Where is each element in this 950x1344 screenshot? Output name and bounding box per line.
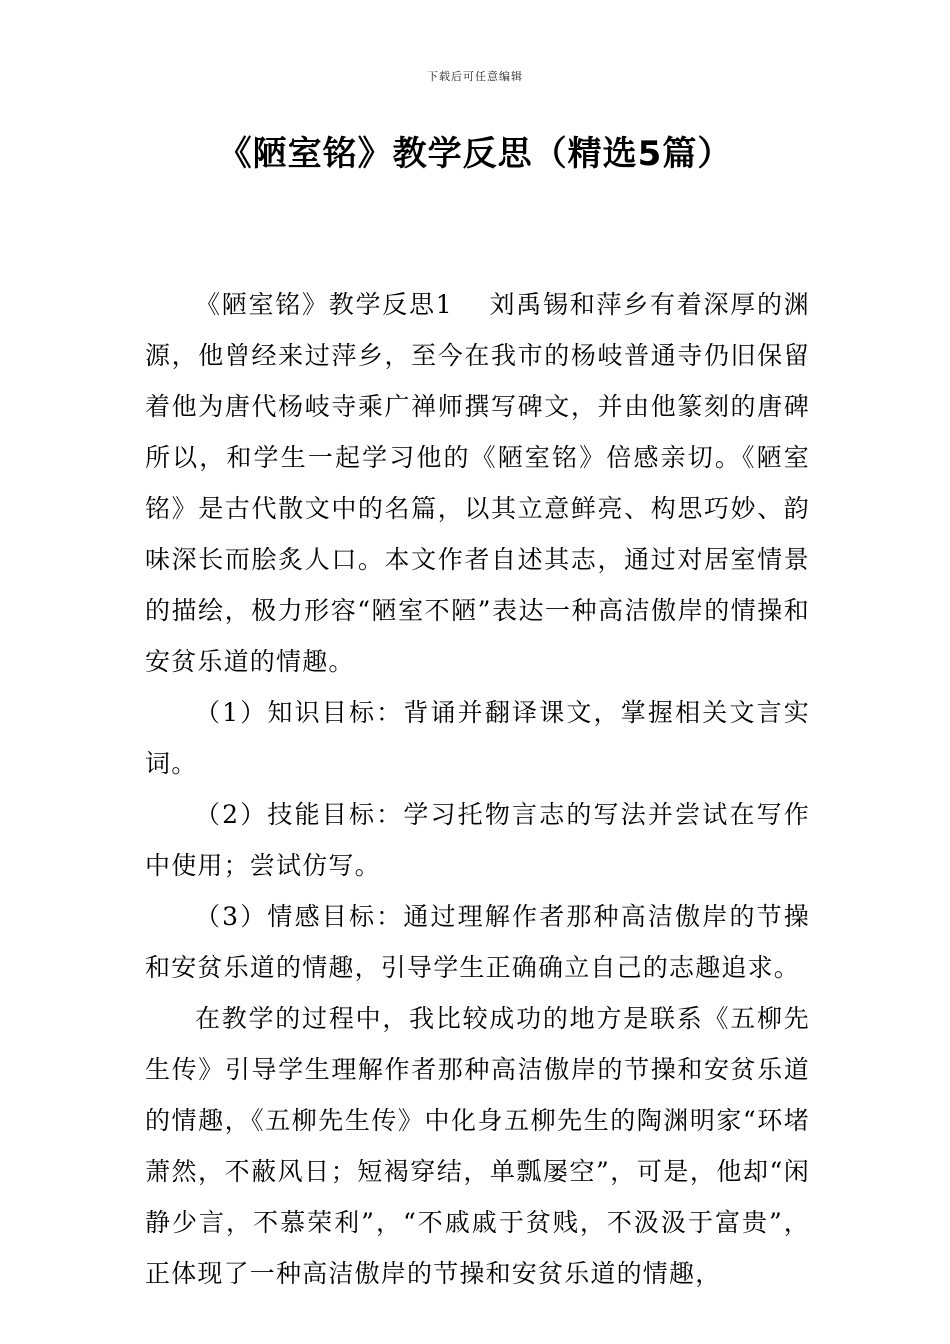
document-body bbox=[145, 279, 810, 1299]
paragraph-4: （3）情感目标：通过理解作者那种高洁傲岸的节操和安贫乐道的情趣，引导学生正确确立自己的志趣追求。 bbox=[145, 902, 810, 982]
paragraph-1 bbox=[145, 279, 810, 687]
paragraph-5: 在教学的过程中，我比较成功的地方是联系《五柳先生传》引导学生理解作者那种高洁傲岸的节操和安贫乐道的情趣，《五柳先生传》中化身五柳先生的陶渊明家“环堵萧然，不蔽风日；短褐穿结，单瓢屡空”，可是，他却“闲静少言，不慕荣利”，“不戚戚于贫贱，不汲汲于富贵”，正体现了一种高洁傲岸的节操和安贫乐道的情趣， bbox=[145, 1004, 810, 1288]
document-title: 《陋室铭》教学反思（精选5篇） bbox=[217, 134, 733, 174]
paragraph-1-text: 刘禹锡和萍乡有着深厚的渊源，他曾经来过萍乡，至今在我市的杨岐普通寺仍旧保留着他为唐代杨岐寺乘广禅师撰写碑文，并由他篆刻的唐碑所以，和学生一起学习他的《陋室铭》倍感亲切。《陋室铭》是古代散文中的名篇，以其立意鲜亮、构思巧妙、韵味深长而脍炙人口。本文作者自述其志，通过对居室情景的描绘，极力形容“陋室不陋”表达一种高洁傲岸的情操和安贫乐道的情趣。 bbox=[145, 290, 810, 676]
paragraph-2: （1）知识目标：背诵并翻译课文，掌握相关文言实词。 bbox=[145, 698, 810, 778]
paragraph-3: （2）技能目标：学习托物言志的写法并尝试在写作中使用；尝试仿写。 bbox=[145, 800, 810, 880]
section-heading: 《陋室铭》教学反思1 bbox=[195, 290, 453, 319]
page-header-note: 下载后可任意编辑 bbox=[427, 70, 523, 83]
